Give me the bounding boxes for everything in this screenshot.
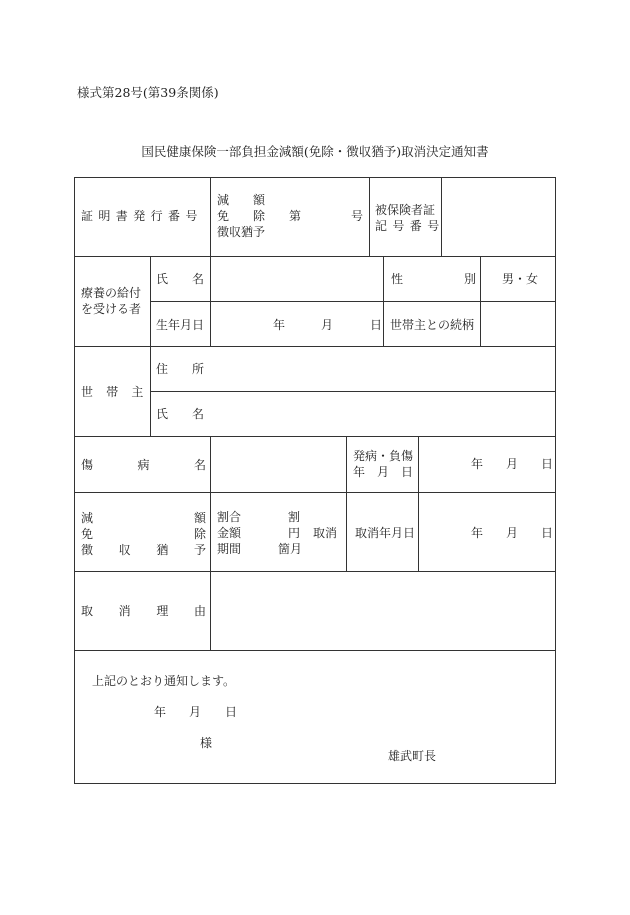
dob-label: 生年月日 <box>156 318 205 332</box>
onset-label-line2: 年 月 日 <box>353 465 414 479</box>
householder-label: 世帯主 <box>81 385 157 399</box>
cancel-mark: 取消 <box>313 526 338 540</box>
deferral-label-a: 徴 <box>81 543 94 557</box>
cert-number-suffix: 号 <box>351 209 364 223</box>
relation-label: 世帯主との続柄 <box>390 318 475 332</box>
exemption-label-b: 除 <box>193 527 206 541</box>
table-rule <box>369 178 370 256</box>
reduction-label-a: 減 <box>81 511 94 525</box>
householder-address-field[interactable] <box>212 348 553 390</box>
recipient-name-label: 氏 名 <box>156 272 205 286</box>
table-rule <box>210 256 211 346</box>
table-rule <box>150 256 151 436</box>
cancel-reason-label-d: 由 <box>193 604 206 618</box>
notice-month: 月 <box>189 705 202 719</box>
relation-field[interactable] <box>482 303 553 345</box>
cert-type-reduction: 減 額 <box>217 193 266 207</box>
reduction-label-b: 額 <box>193 511 206 525</box>
recipient-label-line1: 療養の給付 <box>81 286 142 300</box>
table-rule <box>150 391 555 392</box>
injury-label-a: 傷 <box>81 458 94 472</box>
table-rule <box>75 650 555 651</box>
cancel-reason-label-c: 理 <box>156 604 169 618</box>
sex-label-b: 別 <box>464 272 477 286</box>
table-rule <box>480 256 481 346</box>
table-rule <box>75 436 555 437</box>
cancel-reason-label-b: 消 <box>118 604 131 618</box>
period-unit: 箇月 <box>278 542 303 556</box>
onset-day: 日 <box>541 457 554 471</box>
amount-unit: 円 <box>288 526 301 540</box>
cert-type-deferral: 徴収猶予 <box>217 225 266 239</box>
notice-day: 日 <box>225 705 238 719</box>
onset-label-line1: 発病・負傷 <box>353 449 414 463</box>
onset-month: 月 <box>506 457 519 471</box>
table-rule <box>441 178 442 256</box>
deferral-label-c: 猶 <box>156 543 169 557</box>
table-rule <box>75 492 555 493</box>
table-rule <box>346 436 347 571</box>
reduction-label <box>81 509 206 526</box>
onset-year: 年 <box>471 457 484 471</box>
form-reference: 様式第28号(第39条関係) <box>77 85 219 100</box>
injury-name-field[interactable] <box>212 438 344 490</box>
ratio-unit: 割 <box>288 510 301 524</box>
insured-number-label-line1: 被保険者証 <box>375 203 436 217</box>
period-label: 期間 <box>217 542 242 556</box>
exemption-label <box>81 525 206 542</box>
cancel-reason-label-a: 取 <box>81 604 94 618</box>
dob-year: 年 <box>273 318 286 332</box>
dob-day: 日 <box>370 318 383 332</box>
table-rule <box>75 256 555 257</box>
table-rule <box>75 571 555 572</box>
table-rule <box>75 346 555 347</box>
cert-type-exemption: 免 除 第 <box>217 209 302 223</box>
insured-number-label-line2: 記号番号 <box>375 219 445 233</box>
insured-number-field[interactable] <box>443 180 553 254</box>
exemption-label-a: 免 <box>81 527 94 541</box>
notice-form-table <box>74 177 556 784</box>
householder-address-label: 住 所 <box>156 362 205 376</box>
injury-label-b: 病 <box>137 458 150 472</box>
table-rule <box>210 178 211 256</box>
householder-name-field[interactable] <box>212 393 553 435</box>
table-rule <box>418 436 419 571</box>
dob-month: 月 <box>321 318 334 332</box>
issuer-name: 雄武町長 <box>388 749 437 763</box>
cancel-date-label: 取消年月日 <box>355 526 416 540</box>
addressee-honorific: 様 <box>200 736 213 750</box>
deferral-label <box>81 541 206 558</box>
cancel-reason-field[interactable] <box>212 573 553 649</box>
document-title: 国民健康保険一部負担金減額(免除・徴収猶予)取消決定通知書 <box>141 144 489 159</box>
table-rule <box>383 256 384 346</box>
injury-label <box>81 456 206 473</box>
notice-text: 上記のとおり通知します。 <box>92 674 236 688</box>
recipient-name-field[interactable] <box>212 258 381 300</box>
recipient-label-line2: を受ける者 <box>81 302 142 316</box>
table-rule <box>210 436 211 650</box>
ratio-label: 割合 <box>217 510 242 524</box>
householder-name-label: 氏 名 <box>156 407 205 421</box>
injury-label-c: 名 <box>193 458 206 472</box>
deferral-label-b: 収 <box>118 543 131 557</box>
cancel-month: 月 <box>506 526 519 540</box>
notice-year: 年 <box>154 705 167 719</box>
cert-number-label: 証明書発行番号 <box>81 209 203 223</box>
cancel-reason-label <box>81 602 206 619</box>
sex-label-a: 性 <box>391 272 404 286</box>
cancel-year: 年 <box>471 526 484 540</box>
sex-value[interactable]: 男・女 <box>502 272 539 286</box>
cancel-day: 日 <box>541 526 554 540</box>
amount-label: 金額 <box>217 526 242 540</box>
deferral-label-d: 予 <box>193 543 206 557</box>
